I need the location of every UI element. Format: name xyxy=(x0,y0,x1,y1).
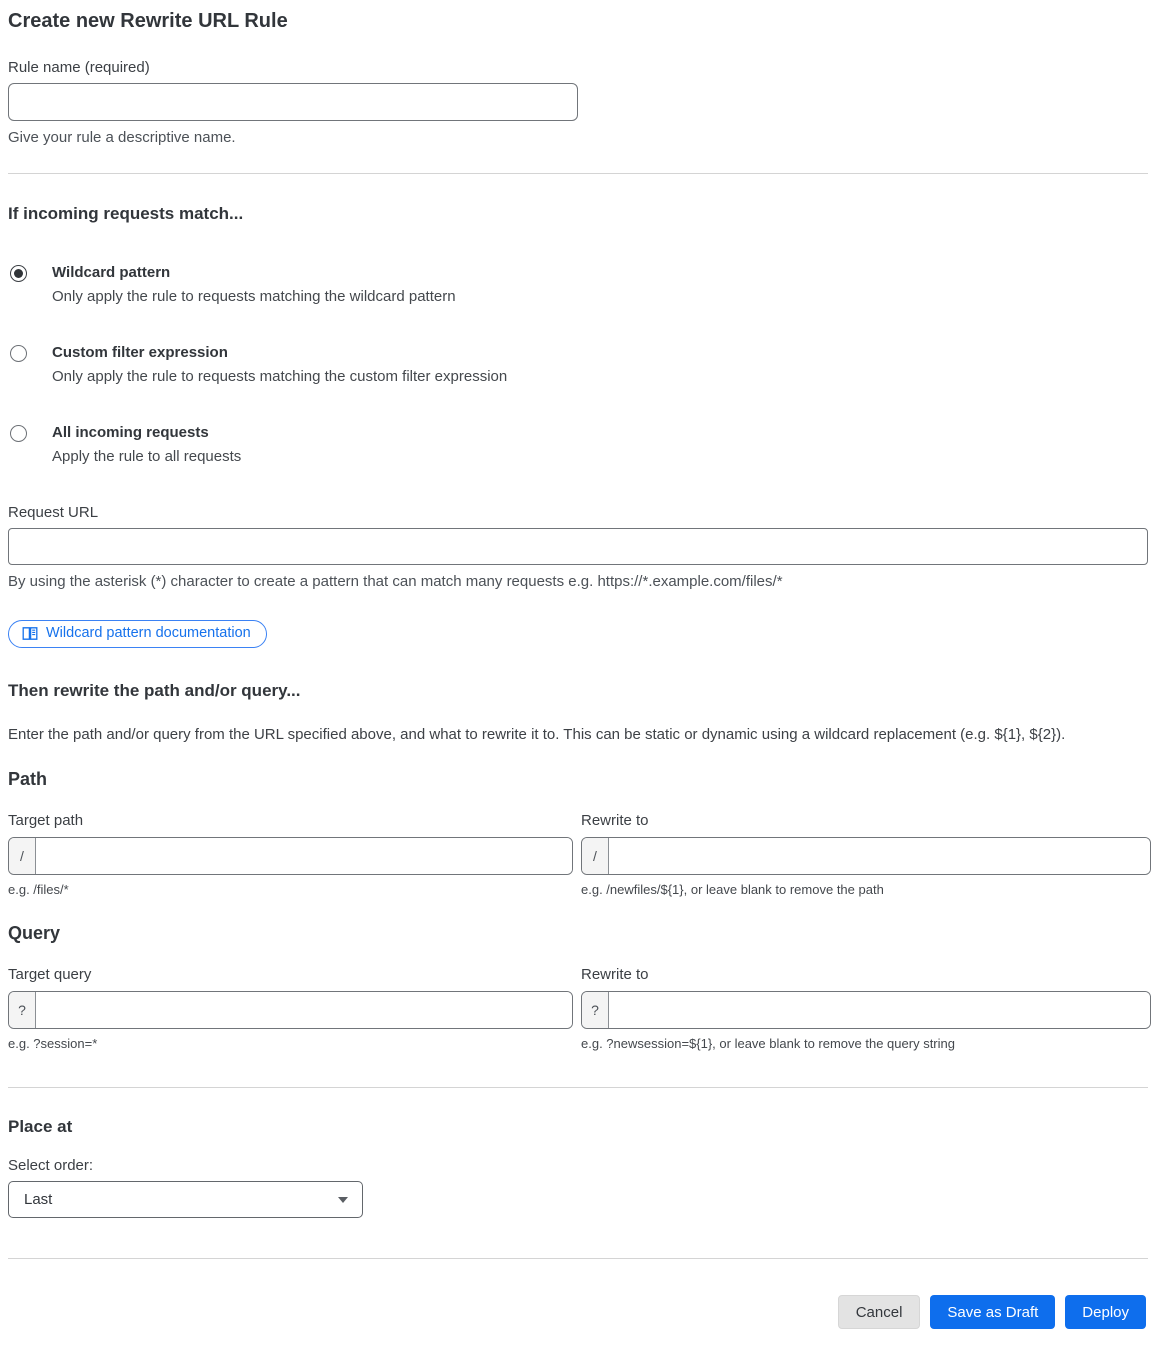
order-select[interactable] xyxy=(8,1181,363,1218)
target-query-label: Target query xyxy=(8,966,92,984)
rule-name-help: Give your rule a descriptive name. xyxy=(8,129,236,146)
rewrite-section-heading: Then rewrite the path and/or query... xyxy=(8,681,301,701)
request-url-input[interactable] xyxy=(8,528,1148,565)
query-rewrite-field xyxy=(581,966,1151,1051)
radio-description: Only apply the rule to requests matching the custom filter expression xyxy=(52,368,508,385)
radio-unselected-icon[interactable] xyxy=(10,345,27,362)
select-order-label: Select order: xyxy=(8,1157,94,1175)
save-as-draft-button[interactable]: Save as Draft xyxy=(930,1295,1055,1329)
request-url-help: By using the asterisk (*) character to create a pattern that can match many requests e.g. https://*.example.com/files/* xyxy=(8,573,783,590)
target-path-help: e.g. /files/* xyxy=(8,882,69,898)
footer-divider xyxy=(8,1258,1148,1259)
rule-name-label: Rule name (required) xyxy=(8,59,150,76)
cancel-button[interactable]: Cancel xyxy=(838,1295,921,1329)
rule-name-input[interactable] xyxy=(8,83,578,121)
radio-description: Apply the rule to all requests xyxy=(52,448,242,465)
rewrite-section-description: Enter the path and/or query from the URL specified above, and what to rewrite it to. This can be static or dynamic using a wildcard replacement (e.g. ${1}, ${2}). xyxy=(8,726,1066,744)
path-prefix-addon: / xyxy=(582,838,609,874)
target-query-field xyxy=(8,966,573,1051)
query-rewrite-input[interactable] xyxy=(609,992,1150,1028)
wildcard-docs-button-label: Wildcard pattern documentation xyxy=(46,625,251,641)
query-fields-row xyxy=(8,966,1148,1051)
radio-label: Wildcard pattern xyxy=(52,264,171,281)
target-path-label: Target path xyxy=(8,812,84,830)
target-query-input[interactable] xyxy=(36,992,572,1028)
radio-option-custom-filter-expression[interactable] xyxy=(8,344,1148,385)
rule-name-block xyxy=(8,59,1148,146)
query-prefix-addon: ? xyxy=(582,992,609,1028)
request-url-label: Request URL xyxy=(8,504,99,521)
query-rewrite-input-group xyxy=(581,991,1151,1029)
radio-option-all-incoming-requests[interactable] xyxy=(8,424,1148,465)
section-divider xyxy=(8,173,1148,174)
place-at-heading: Place at xyxy=(8,1117,73,1137)
chevron-down-icon xyxy=(338,1197,348,1203)
target-query-input-group xyxy=(8,991,573,1029)
target-path-field xyxy=(8,812,573,897)
query-subheading: Query xyxy=(8,923,61,944)
radio-label: Custom filter expression xyxy=(52,344,228,361)
target-query-help: e.g. ?session=* xyxy=(8,1036,98,1052)
radio-description: Only apply the rule to requests matching the wildcard pattern xyxy=(52,288,456,305)
book-icon xyxy=(22,626,38,641)
target-path-input-group xyxy=(8,837,573,875)
wildcard-docs-button[interactable] xyxy=(8,620,267,648)
query-rewrite-help: e.g. ?newsession=${1}, or leave blank to remove the query string xyxy=(581,1036,955,1052)
section-divider xyxy=(8,1087,1148,1088)
query-rewrite-label: Rewrite to xyxy=(581,966,649,984)
match-radio-group xyxy=(8,264,1148,465)
path-subheading: Path xyxy=(8,769,48,790)
query-prefix-addon: ? xyxy=(9,992,36,1028)
path-rewrite-input[interactable] xyxy=(609,838,1150,874)
path-prefix-addon: / xyxy=(9,838,36,874)
path-rewrite-field xyxy=(581,812,1151,897)
radio-option-wildcard-pattern[interactable] xyxy=(8,264,1148,305)
footer-actions xyxy=(8,1295,1148,1329)
match-section-heading: If incoming requests match... xyxy=(8,204,244,223)
deploy-button[interactable]: Deploy xyxy=(1065,1295,1146,1329)
page-title: Create new Rewrite URL Rule xyxy=(8,10,288,32)
target-path-input[interactable] xyxy=(36,838,572,874)
path-rewrite-label: Rewrite to xyxy=(581,812,649,830)
order-select-value: Last xyxy=(24,1191,53,1209)
request-url-block xyxy=(8,504,1148,590)
path-rewrite-input-group xyxy=(581,837,1151,875)
radio-label: All incoming requests xyxy=(52,424,209,441)
radio-unselected-icon[interactable] xyxy=(10,425,27,442)
path-rewrite-help: e.g. /newfiles/${1}, or leave blank to remove the path xyxy=(581,882,884,898)
radio-selected-icon[interactable] xyxy=(10,265,27,282)
path-fields-row xyxy=(8,812,1148,897)
